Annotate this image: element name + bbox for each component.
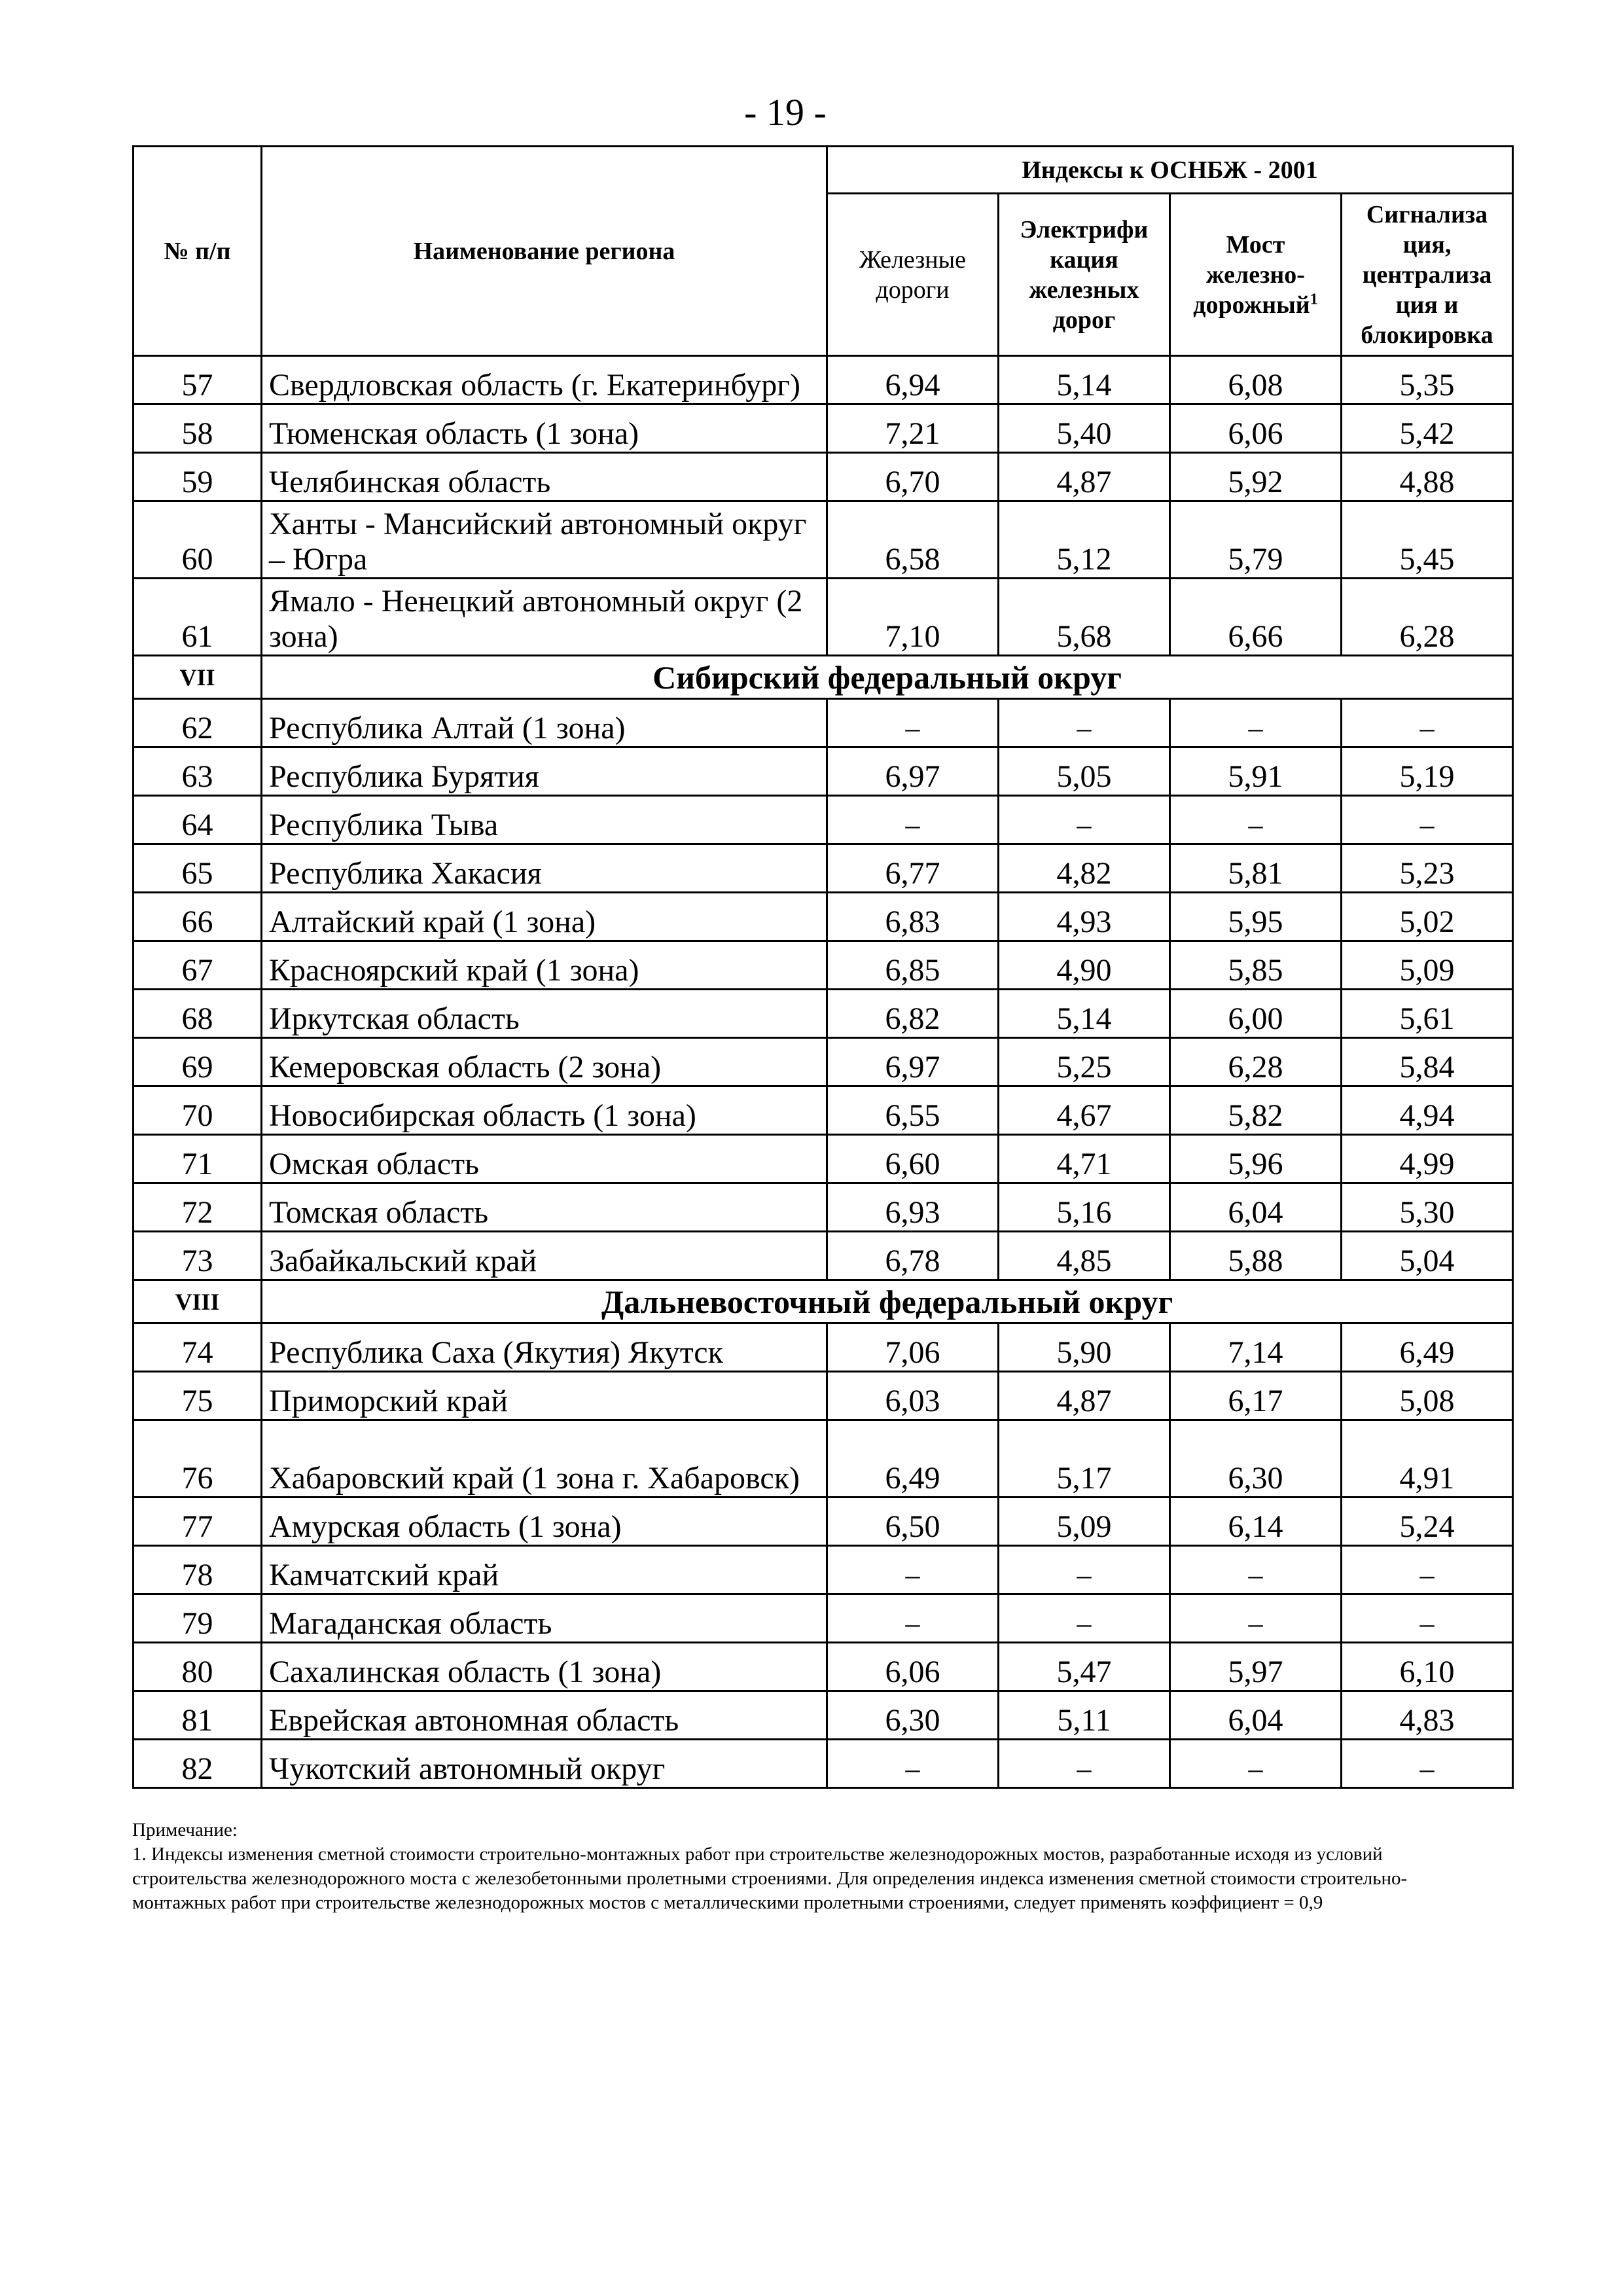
table-row — [134, 1323, 1513, 1372]
row-number: 65 — [134, 844, 262, 893]
region-name: Забайкальский край — [262, 1232, 827, 1280]
region-name: Алтайский край (1 зона) — [262, 893, 827, 941]
row-number: 77 — [134, 1498, 262, 1546]
region-name: Амурская область (1 зона) — [262, 1498, 827, 1546]
bridge-index: 6,00 — [1170, 990, 1342, 1038]
section-number: VII — [134, 656, 262, 699]
header-num: № п/п — [134, 147, 262, 356]
signaling-index: 4,91 — [1342, 1420, 1513, 1498]
region-name: Хабаровский край (1 зона г. Хабаровск) — [262, 1420, 827, 1498]
railways-index: 6,06 — [827, 1643, 999, 1691]
railways-index: 6,30 — [827, 1691, 999, 1740]
row-number: 61 — [134, 579, 262, 656]
electrification-index: 5,14 — [999, 356, 1170, 404]
header-railways: Железные дороги — [827, 194, 999, 356]
electrification-index: – — [999, 796, 1170, 844]
railways-index: – — [827, 1594, 999, 1643]
signaling-index: 5,04 — [1342, 1232, 1513, 1280]
footnote — [132, 1818, 1480, 1915]
railways-index: 6,93 — [827, 1183, 999, 1232]
signaling-index: – — [1342, 796, 1513, 844]
section-row — [134, 656, 1513, 699]
region-name: Республика Саха (Якутия) Якутск — [262, 1323, 827, 1372]
railways-index: 6,77 — [827, 844, 999, 893]
signaling-index: 5,45 — [1342, 501, 1513, 579]
electrification-index: 4,82 — [999, 844, 1170, 893]
region-name: Красноярский край (1 зона) — [262, 941, 827, 990]
bridge-index: – — [1170, 796, 1342, 844]
region-name: Еврейская автономная область — [262, 1691, 827, 1740]
row-number: 64 — [134, 796, 262, 844]
table-row — [134, 1183, 1513, 1232]
railways-index: 6,03 — [827, 1372, 999, 1420]
region-name: Республика Хакасия — [262, 844, 827, 893]
region-name: Свердловская область (г. Екатеринбург) — [262, 356, 827, 404]
railways-index: 6,50 — [827, 1498, 999, 1546]
row-number: 76 — [134, 1420, 262, 1498]
row-number: 78 — [134, 1546, 262, 1594]
signaling-index: 5,35 — [1342, 356, 1513, 404]
table-row — [134, 1135, 1513, 1183]
electrification-index: – — [999, 1740, 1170, 1788]
region-name: Новосибирская область (1 зона) — [262, 1086, 827, 1135]
row-number: 72 — [134, 1183, 262, 1232]
row-number: 74 — [134, 1323, 262, 1372]
electrification-index: 5,17 — [999, 1420, 1170, 1498]
bridge-index: 5,92 — [1170, 453, 1342, 501]
bridge-index: 6,17 — [1170, 1372, 1342, 1420]
row-number: 67 — [134, 941, 262, 990]
railways-index: 6,83 — [827, 893, 999, 941]
region-name: Ямало - Ненецкий автономный округ (2 зона) — [262, 579, 827, 656]
bridge-index: 6,14 — [1170, 1498, 1342, 1546]
signaling-index: 5,24 — [1342, 1498, 1513, 1546]
signaling-index: 5,09 — [1342, 941, 1513, 990]
region-name: Ханты - Мансийский автономный округ – Югра — [262, 501, 827, 579]
section-title: Дальневосточный федеральный округ — [262, 1280, 1513, 1323]
electrification-index: 4,85 — [999, 1232, 1170, 1280]
signaling-index: 5,23 — [1342, 844, 1513, 893]
bridge-index: 5,88 — [1170, 1232, 1342, 1280]
signaling-index: 5,30 — [1342, 1183, 1513, 1232]
railways-index: 6,85 — [827, 941, 999, 990]
section-number: VIII — [134, 1280, 262, 1323]
signaling-index: – — [1342, 1594, 1513, 1643]
railways-index: 7,21 — [827, 404, 999, 453]
electrification-index: 4,90 — [999, 941, 1170, 990]
railways-index: 6,60 — [827, 1135, 999, 1183]
table-row — [134, 1498, 1513, 1546]
railways-index: 7,06 — [827, 1323, 999, 1372]
region-name: Чукотский автономный округ — [262, 1740, 827, 1788]
row-number: 63 — [134, 747, 262, 796]
table-row — [134, 1232, 1513, 1280]
bridge-index: 5,81 — [1170, 844, 1342, 893]
region-name: Республика Алтай (1 зона) — [262, 699, 827, 747]
section-row — [134, 1280, 1513, 1323]
electrification-index: 5,90 — [999, 1323, 1170, 1372]
bridge-index: – — [1170, 1546, 1342, 1594]
row-number: 66 — [134, 893, 262, 941]
region-name: Магаданская область — [262, 1594, 827, 1643]
row-number: 60 — [134, 501, 262, 579]
section-title: Сибирский федеральный округ — [262, 656, 1513, 699]
railways-index: 6,55 — [827, 1086, 999, 1135]
row-number: 79 — [134, 1594, 262, 1643]
bridge-index: 5,97 — [1170, 1643, 1342, 1691]
railways-index: 6,94 — [827, 356, 999, 404]
region-name: Иркутская область — [262, 990, 827, 1038]
table-body — [134, 356, 1513, 1788]
table-row — [134, 1594, 1513, 1643]
region-name: Омская область — [262, 1135, 827, 1183]
header-region-name: Наименование региона — [262, 147, 827, 356]
row-number: 73 — [134, 1232, 262, 1280]
railways-index: 6,97 — [827, 747, 999, 796]
bridge-index: 5,85 — [1170, 941, 1342, 990]
row-number: 75 — [134, 1372, 262, 1420]
railways-index: 6,70 — [827, 453, 999, 501]
railways-index: – — [827, 1740, 999, 1788]
region-name: Камчатский край — [262, 1546, 827, 1594]
region-name: Республика Бурятия — [262, 747, 827, 796]
row-number: 71 — [134, 1135, 262, 1183]
railways-index: 6,97 — [827, 1038, 999, 1086]
row-number: 81 — [134, 1691, 262, 1740]
header-bridge-footnote-mark: 1 — [1310, 290, 1318, 308]
table-row — [134, 1372, 1513, 1420]
signaling-index: 6,49 — [1342, 1323, 1513, 1372]
electrification-index: 5,05 — [999, 747, 1170, 796]
signaling-index: 4,83 — [1342, 1691, 1513, 1740]
header-bridge — [1170, 194, 1342, 356]
electrification-index: 4,67 — [999, 1086, 1170, 1135]
railways-index: 6,58 — [827, 501, 999, 579]
footnote-text: 1. Индексы изменения сметной стоимости строительно-монтажных работ при строительстве железнодорожных мостов, разработанные исходя из условий строительства железнодорожного моста с железобетонными пролетными строениями. Для определения индекса изменения сметной стоимости строительно-монтажных работ при строительстве железнодорожных мостов с металлическими пролетными строениями, следует применять коэффициент = 0,9 — [132, 1844, 1408, 1913]
bridge-index: 6,04 — [1170, 1183, 1342, 1232]
table-row — [134, 747, 1513, 796]
bridge-index: 6,30 — [1170, 1420, 1342, 1498]
electrification-index: 5,12 — [999, 501, 1170, 579]
signaling-index: 6,10 — [1342, 1643, 1513, 1691]
table-row — [134, 404, 1513, 453]
bridge-index: – — [1170, 1594, 1342, 1643]
signaling-index: 5,42 — [1342, 404, 1513, 453]
signaling-index: – — [1342, 1740, 1513, 1788]
region-name: Сахалинская область (1 зона) — [262, 1643, 827, 1691]
bridge-index: 7,14 — [1170, 1323, 1342, 1372]
railways-index: 6,78 — [827, 1232, 999, 1280]
region-name: Челябинская область — [262, 453, 827, 501]
electrification-index: 5,11 — [999, 1691, 1170, 1740]
table-row — [134, 796, 1513, 844]
row-number: 59 — [134, 453, 262, 501]
electrification-index: 5,14 — [999, 990, 1170, 1038]
header-bridge-label: Мост железно-дорожный — [1193, 230, 1310, 319]
electrification-index: – — [999, 699, 1170, 747]
table-row — [134, 1086, 1513, 1135]
railways-index: – — [827, 1546, 999, 1594]
table-row — [134, 941, 1513, 990]
bridge-index: 5,79 — [1170, 501, 1342, 579]
row-number: 80 — [134, 1643, 262, 1691]
row-number: 58 — [134, 404, 262, 453]
region-name: Томская область — [262, 1183, 827, 1232]
bridge-index: 6,28 — [1170, 1038, 1342, 1086]
bridge-index: – — [1170, 1740, 1342, 1788]
row-number: 69 — [134, 1038, 262, 1086]
header-group-title: Индексы к ОСНБЖ - 2001 — [827, 147, 1513, 194]
electrification-index: 5,25 — [999, 1038, 1170, 1086]
table-row — [134, 1038, 1513, 1086]
row-number: 57 — [134, 356, 262, 404]
bridge-index: 5,91 — [1170, 747, 1342, 796]
bridge-index: 6,66 — [1170, 579, 1342, 656]
header-signaling: Сигнализа ция, централиза ция и блокировка — [1342, 194, 1513, 356]
header-electrification: Электрифи кация железных дорог — [999, 194, 1170, 356]
table-row — [134, 356, 1513, 404]
table-row — [134, 1691, 1513, 1740]
region-name: Республика Тыва — [262, 796, 827, 844]
railways-index: – — [827, 699, 999, 747]
signaling-index: 5,08 — [1342, 1372, 1513, 1420]
electrification-index: 5,47 — [999, 1643, 1170, 1691]
table-row — [134, 844, 1513, 893]
electrification-index: 4,87 — [999, 1372, 1170, 1420]
table-row — [134, 1420, 1513, 1498]
electrification-index: 4,71 — [999, 1135, 1170, 1183]
electrification-index: – — [999, 1594, 1170, 1643]
row-number: 68 — [134, 990, 262, 1038]
signaling-index: 4,88 — [1342, 453, 1513, 501]
bridge-index: 6,04 — [1170, 1691, 1342, 1740]
railways-index: 6,82 — [827, 990, 999, 1038]
table-header — [134, 147, 1513, 356]
region-name: Приморский край — [262, 1372, 827, 1420]
bridge-index: 5,95 — [1170, 893, 1342, 941]
row-number: 82 — [134, 1740, 262, 1788]
signaling-index: – — [1342, 699, 1513, 747]
bridge-index: – — [1170, 699, 1342, 747]
table-row — [134, 1740, 1513, 1788]
table-row — [134, 501, 1513, 579]
indices-table — [132, 145, 1514, 1789]
table-row — [134, 579, 1513, 656]
signaling-index: – — [1342, 1546, 1513, 1594]
table-row — [134, 893, 1513, 941]
footnote-title: Примечание: — [132, 1820, 238, 1840]
electrification-index: 4,93 — [999, 893, 1170, 941]
signaling-index: 5,84 — [1342, 1038, 1513, 1086]
table-row — [134, 1643, 1513, 1691]
signaling-index: 5,61 — [1342, 990, 1513, 1038]
bridge-index: 5,96 — [1170, 1135, 1342, 1183]
signaling-index: 4,94 — [1342, 1086, 1513, 1135]
bridge-index: 6,08 — [1170, 356, 1342, 404]
region-name: Тюменская область (1 зона) — [262, 404, 827, 453]
bridge-index: 6,06 — [1170, 404, 1342, 453]
electrification-index: 5,16 — [999, 1183, 1170, 1232]
signaling-index: 5,02 — [1342, 893, 1513, 941]
railways-index: 6,49 — [827, 1420, 999, 1498]
table-row — [134, 1546, 1513, 1594]
railways-index: – — [827, 796, 999, 844]
region-name: Кемеровская область (2 зона) — [262, 1038, 827, 1086]
table-row — [134, 699, 1513, 747]
electrification-index: 5,68 — [999, 579, 1170, 656]
signaling-index: 6,28 — [1342, 579, 1513, 656]
table-row — [134, 453, 1513, 501]
electrification-index: 5,09 — [999, 1498, 1170, 1546]
signaling-index: 5,19 — [1342, 747, 1513, 796]
table-row — [134, 990, 1513, 1038]
bridge-index: 5,82 — [1170, 1086, 1342, 1135]
electrification-index: – — [999, 1546, 1170, 1594]
railways-index: 7,10 — [827, 579, 999, 656]
electrification-index: 5,40 — [999, 404, 1170, 453]
row-number: 62 — [134, 699, 262, 747]
row-number: 70 — [134, 1086, 262, 1135]
signaling-index: 4,99 — [1342, 1135, 1513, 1183]
electrification-index: 4,87 — [999, 453, 1170, 501]
page-number: - 19 - — [744, 91, 827, 134]
